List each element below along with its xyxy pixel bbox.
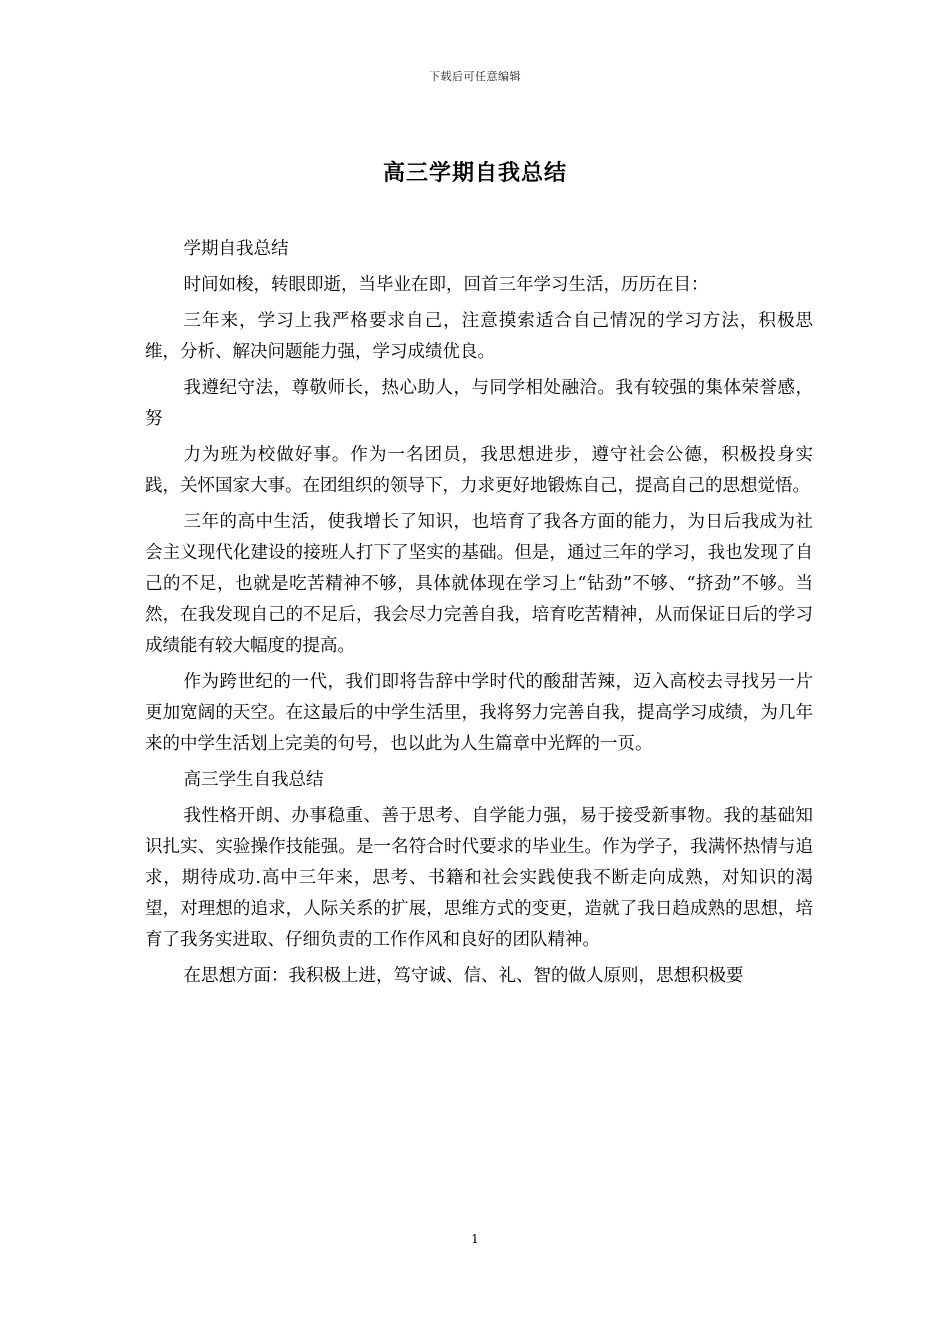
paragraph: 三年的高中生活，使我增长了知识，也培育了我各方面的能力，为日后我成为社会主义现代化建设的接班人打下了坚实的基础。但是，通过三年的学习，我也发现了自己的不足，也就是吃苦精神不够，具体就体现在学习上“钻劲”不够、“挤劲”不够。当然，在我发现自己的不足后，我会尽力完善自我，培育吃苦精神，从而保证日后的学习成绩能有较大幅度的提高。	[145, 512, 813, 656]
paragraph: 我遵纪守法，尊敬师长，热心助人，与同学相处融洽。我有较强的集体荣誉感，努	[145, 378, 813, 429]
paragraph: 时间如梭，转眼即逝，当毕业在即，回首三年学习生活，历历在目：	[183, 275, 709, 295]
paragraph: 在思想方面：我积极上进，笃守诚、信、礼、智的做人原则，思想积极要	[183, 966, 744, 986]
paragraph: 作为跨世纪的一代，我们即将告辞中学时代的酸甜苦辣，迈入高校去寻找另一片更加宽阔的天空。在这最后的中学生活里，我将努力完善自我，提高学习成绩，为几年来的中学生活划上完美的句号，也以此为人生篇章中光辉的一页。	[145, 672, 813, 754]
paragraph-section-heading: 高三学生自我总结	[183, 770, 324, 790]
document-title: 高三学期自我总结	[382, 160, 567, 186]
paragraph: 我性格开朗、办事稳重、善于思考、自学能力强，易于接受新事物。我的基础知识扎实、实验操作技能强。是一名符合时代要求的毕业生。作为学子，我满怀热情与追求，期待成功.高中三年来，思考、书籍和社会实践使我不断走向成熟，对知识的渴望，对理想的追求，人际关系的扩展，思维方式的变更，造就了我日趋成熟的思想，培育了我务实进取、仔细负责的工作作风和良好的团队精神。	[145, 806, 813, 950]
paragraph: 力为班为校做好事。作为一名团员，我思想进步，遵守社会公德，积极投身实践，关怀国家大事。在团组织的领导下，力求更好地锻炼自己，提高自己的思想觉悟。	[145, 445, 813, 496]
header-note: 下载后可任意编辑	[429, 70, 521, 83]
paragraph-section-heading: 学期自我总结	[183, 239, 289, 259]
document-body	[145, 234, 813, 997]
paragraph: 三年来，学习上我严格要求自己，注意摸索适合自己情况的学习方法，积极思维，分析、解决问题能力强，学习成绩优良。	[145, 311, 813, 362]
page-number: 1	[471, 1232, 479, 1246]
